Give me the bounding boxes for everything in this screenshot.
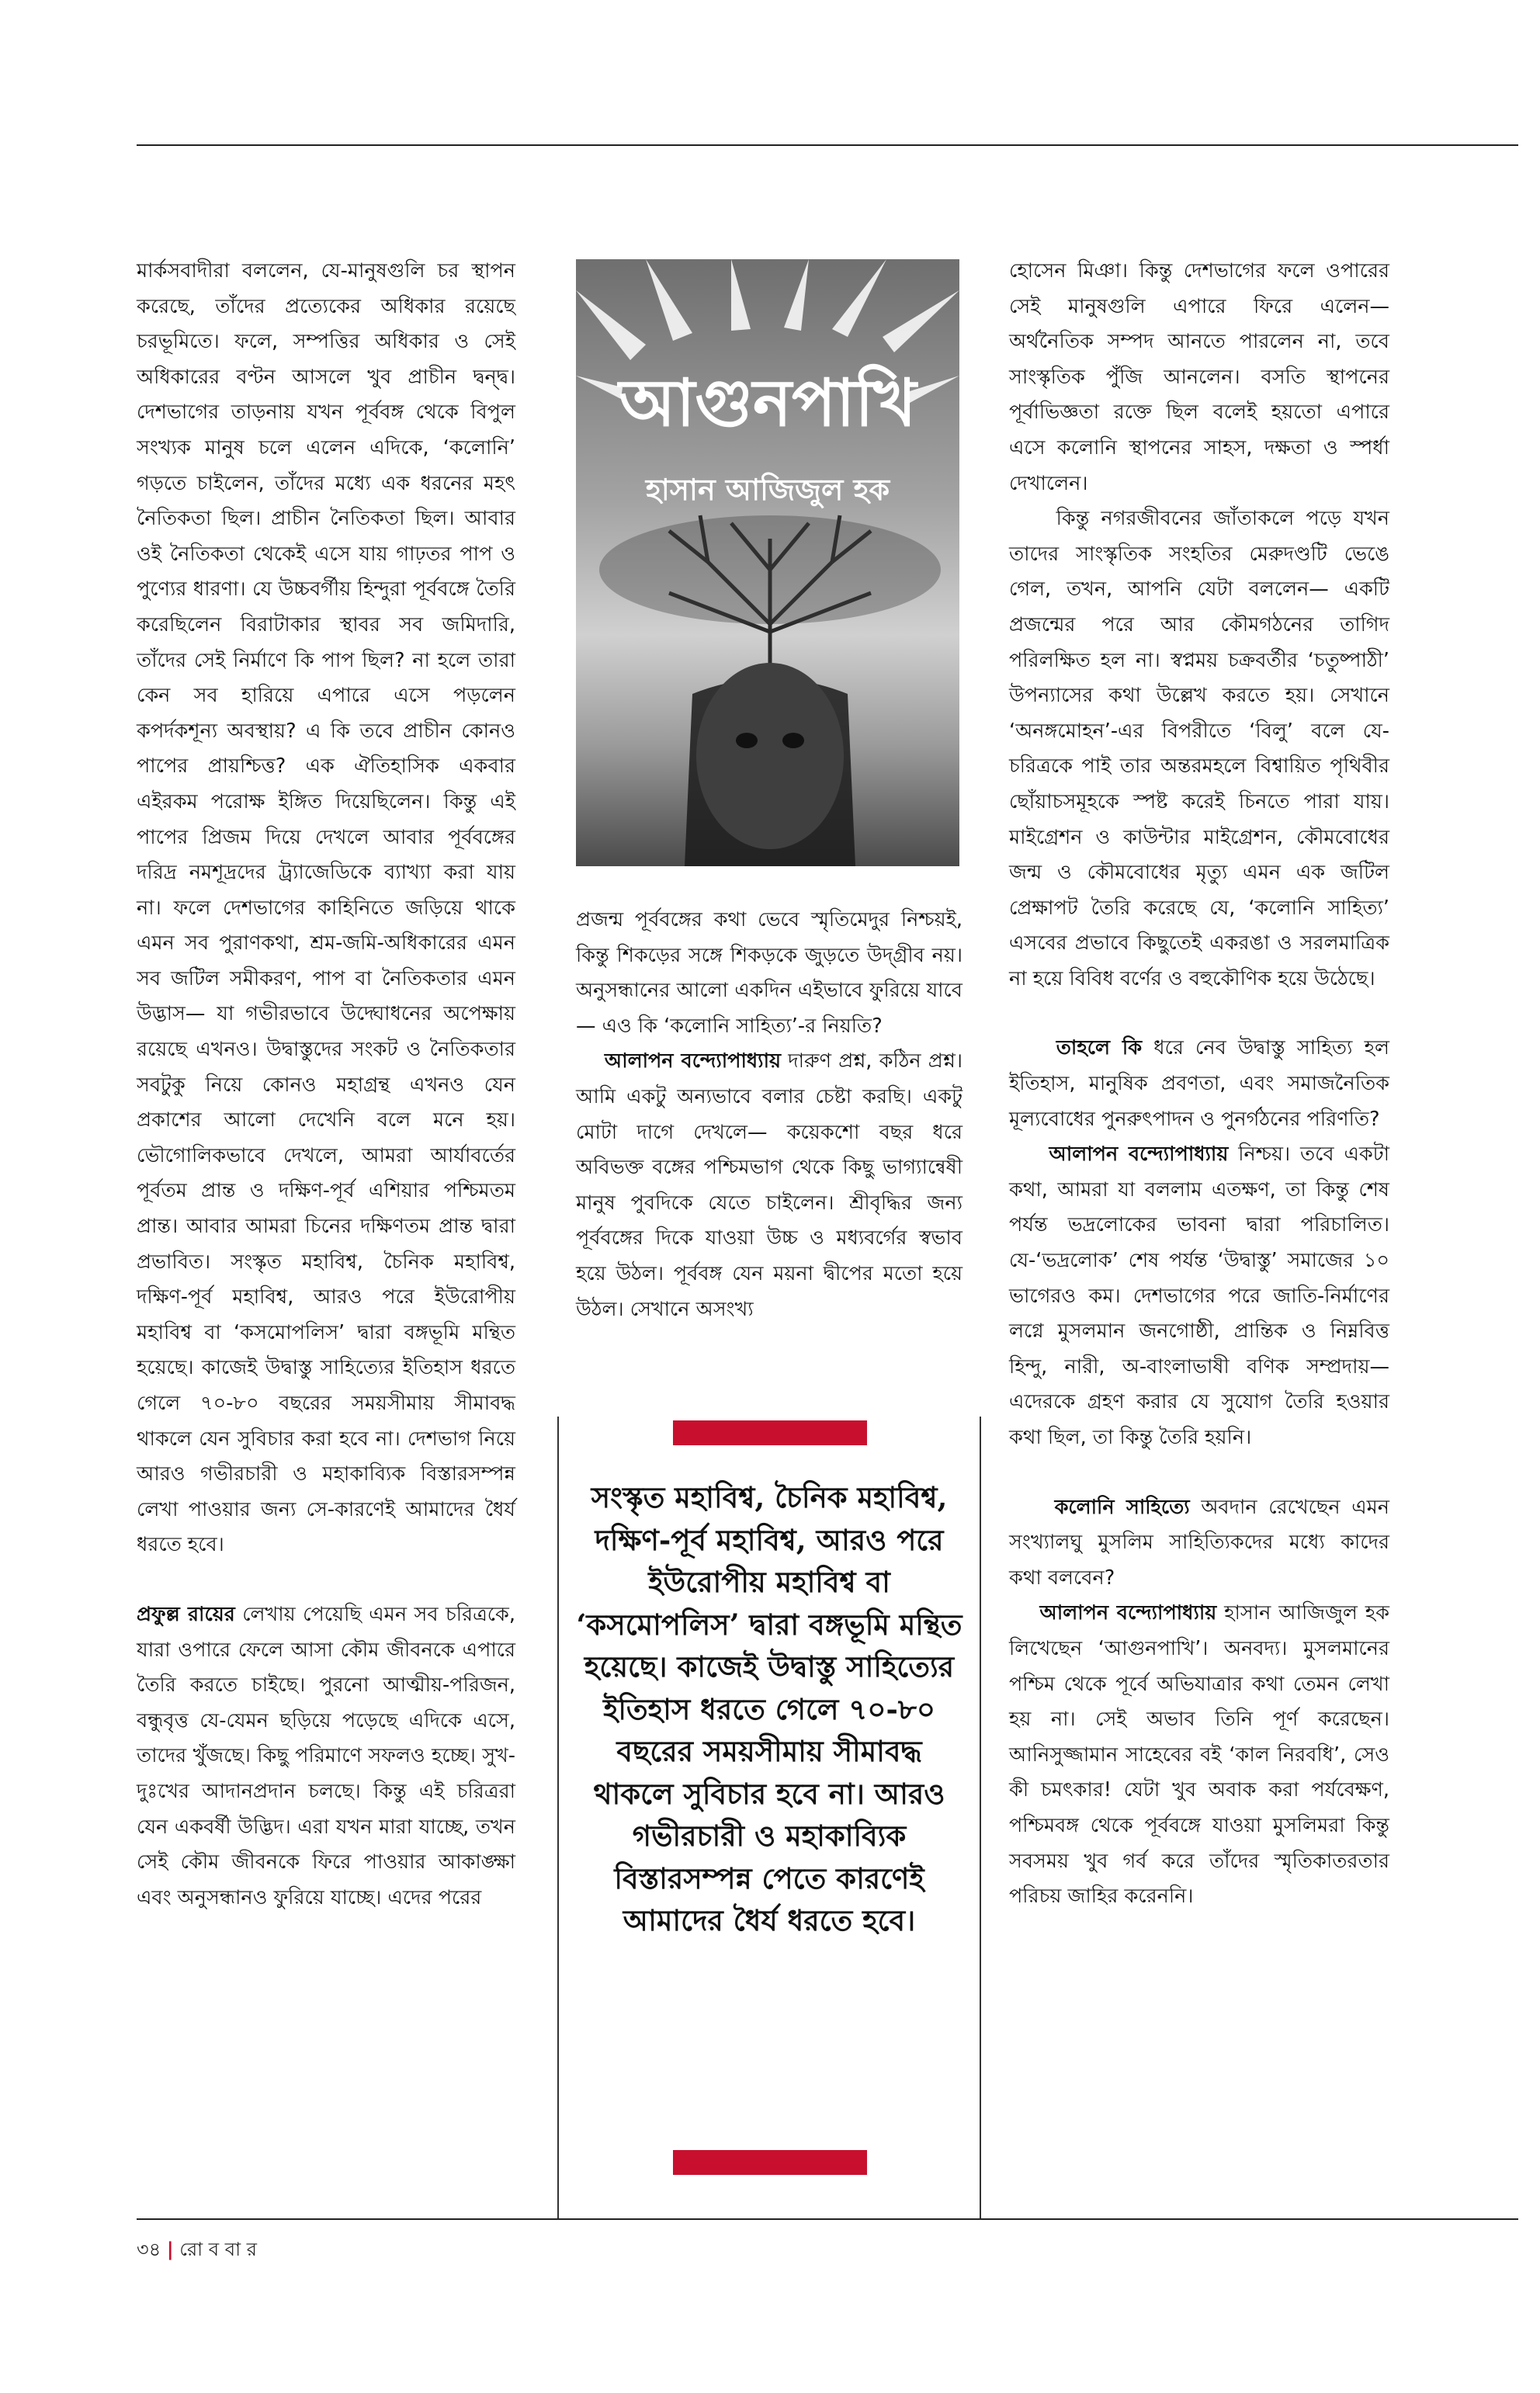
question-text: ধরে নেব উদ্বাস্তু সাহিত্য হল ইতিহাস, মানুষিক প্রবণতা, এবং সমাজনৈতিক মূল্যবোধের পুনরুৎপাদন ও পুনর্গঠনের পরিণতি? <box>1009 1036 1389 1131</box>
footer-separator: | <box>166 2239 174 2260</box>
lead-name: প্রফুল্ল রায়ের <box>137 1602 235 1626</box>
paragraph: মার্কসবাদীরা বললেন, যে-মানুষগুলি চর স্থাপন করেছে, তাঁদের প্রত্যেকের অধিকার রয়েছে চরভূমিতে। ফলে, সম্পত্তির অধিকার ও সেই অধিকারের বণ্টন আসলে খুব প্রাচীন দ্বন্দ্ব। দেশভাগের তাড়নায় যখন পূর্ববঙ্গ থেকে বিপুল সংখ্যক মানুষ চলে এলেন এদিকে, ‘কলোনি’ গড়তে চাইলেন, তাঁদের মধ্যে এক ধরনের মহৎ নৈতিকতা ছিল। প্রাচীন নৈতিকতা ছিল। আবার ওই নৈতিকতা থেকেই এসে যায় গাঢ়তর পাপ ও পুণ্যের ধারণা। যে উচ্চবর্গীয় হিন্দুরা পূর্ববঙ্গে তৈরি করেছিলেন বিরাটাকার স্থাবর সব জমিদারি, তাঁদের সেই নির্মাণে কি পাপ ছিল? না হলে তারা কেন সব হারিয়ে এপারে এসে পড়লেন কপর্দকশূন্য অবস্থায়? এ কি তবে প্রাচীন কোনও পাপের প্রায়শ্চিত্ত? এক ঐতিহাসিক একবার এইরকম পরোক্ষ ইঙ্গিত দিয়েছিলেন। কিন্তু এই পাপের প্রিজম দিয়ে দেখলে আবার পূর্ববঙ্গের দরিদ্র নমশূদ্রদের ট্র্যাজেডিকে ব্যাখ্যা করা যায় না। ফলে দেশভাগের কাহিনিতে জড়িয়ে থাকে এমন সব পুরাণকথা, শ্রম-জমি-অধিকারের এমন সব জটিল সমীকরণ, পাপ বা নৈতিকতার এমন উদ্ভাস— যা গভীরভাবে উদ্ঘোধনের অপেক্ষায় রয়েছে এখনও। উদ্বাস্তুদের সংকট ও নৈতিকতার সবটুকু নিয়ে কোনও মহাগ্রন্থ এখনও যেন প্রকাশের আলো দেখেনি বলে মনে হয়। ভৌগোলিকভাবে দেখলে, আমরা আর্যাবর্তের পূর্বতম প্রান্ত ও দক্ষিণ-পূর্ব এশিয়ার পশ্চিমতম প্রান্ত। আবার আমরা চিনের দক্ষিণতম প্রান্ত দ্বারা প্রভাবিত। সংস্কৃত মহাবিশ্ব, চৈনিক মহাবিশ্ব, দক্ষিণ-পূর্ব মহাবিশ্ব, আরও পরে ইউরোপীয় মহাবিশ্ব বা ‘কসমোপলিস’ দ্বারা বঙ্গভূমি মন্থিত হয়েছে। কাজেই উদ্বাস্তু সাহিত্যের ইতিহাস ধরতে গেলে ৭০-৮০ বছরের সময়সীমায় সীমাবদ্ধ থাকলে যেন সুবিচার করা হবে না। দেশভাগ নিয়ে আরও গভীরচারী ও মহাকাব্যিক বিস্তারসম্পন্ন লেখা পাওয়ার জন্য সে-কারণেই আমাদের ধৈর্য ধরতে হবে। <box>137 259 515 1557</box>
answer-text: হাসান আজিজুল হক লিখেছেন ‘আগুনপাখি’। অনবদ্য। মুসলমানের পশ্চিম থেকে পূর্বে অভিযাত্রার কথা তেমন লেখা হয় না। সেই অভাব তিনি পূর্ণ করেছেন। আনিসুজ্জামান সাহেবের বই ‘কাল নিরবধি’, সেও কী চমৎকার! যেটা খুব অবাক করা পর্যবেক্ষণ, পশ্চিমবঙ্গ থেকে পূর্ববঙ্গে যাওয়া মুসলিমরা কিন্তু সবসময় খুব গর্ব করে তাঁদের স্মৃতিকাতরতার পরিচয় জাহির করেননি। <box>1009 1601 1389 1909</box>
paragraph-text: কিন্তু নগরজীবনের জাঁতাকলে পড়ে যখন তাদের সাংস্কৃতিক সংহতির মেরুদণ্ডটি ভেঙে গেল, তখন, আপনি যেটা বললেন— একটি প্রজন্মের পরে আর কৌমগঠনের তাগিদ পরিলক্ষিত হল না। স্বপ্নময় চক্রবর্তীর ‘চতুষ্পাঠী’ উপন্যাসের কথা উল্লেখ করতে হয়। সেখানে ‘অনঙ্গমোহন’-এর বিপরীতে ‘বিলু’ বলে যে-চরিত্রকে পাই তার অন্তরমহলে বিশ্বায়িত পৃথিবীর ছোঁয়াচসমূহকে স্পষ্ট করেই চিনতে পারা যায়। মাইগ্রেশন ও কাউন্টার মাইগ্রেশন, কৌমবোধের জন্ম ও কৌমবোধের মৃত্যু এমন এক জটিল প্রেক্ষাপট তৈরি করেছে যে, ‘কলোনি সাহিত্য’ এসবের প্রভাবে কিছুতেই একরঙা ও সরলমাত্রিক না হয়ে বিবিধ বর্ণের ও বহুকৌণিক হয়ে উঠেছে। <box>1009 507 1389 990</box>
top-rule <box>137 144 1518 146</box>
page-number: ৩৪ <box>137 2239 161 2260</box>
question-lead: তাহলে কি <box>1056 1036 1143 1060</box>
accent-bar-bottom <box>673 2150 867 2175</box>
column-1 <box>137 254 515 1916</box>
answer <box>1009 1596 1389 1914</box>
cover-illustration <box>576 259 959 866</box>
question-text: অবদান রেখেছেন এমন সংখ্যালঘু মুসলিম সাহিত্যিকদের মধ্যে কাদের কথা বলবেন? <box>1009 1495 1389 1590</box>
paragraph <box>576 1044 962 1327</box>
speaker-name: আলাপন বন্দ্যোপাধ্যায় <box>1049 1143 1229 1167</box>
speaker-name: আলাপন বন্দ্যোপাধ্যায় <box>1039 1601 1217 1625</box>
column-3 <box>1009 254 1389 1915</box>
page-footer <box>137 2235 257 2266</box>
column-2 <box>576 903 962 1327</box>
paragraph <box>137 1597 515 1916</box>
column-divider <box>557 1417 559 2220</box>
cover-title: আগুনপাখি <box>619 364 917 441</box>
cover-author: হাসান আজিজুল হক <box>645 473 890 507</box>
accent-bar-top <box>673 1420 867 1445</box>
answer <box>1009 1137 1389 1455</box>
bottom-rule <box>137 2218 1518 2220</box>
speaker-name: আলাপন বন্দ্যোপাধ্যায় <box>604 1049 781 1073</box>
column-divider <box>980 1417 981 2220</box>
paragraph-text: দারুণ প্রশ্ন, কঠিন প্রশ্ন। আমি একটু অন্যভাবে বলার চেষ্টা করছি। একটু মোটা দাগে দেখলে— কয়েকশো বছর ধরে অবিভক্ত বঙ্গের পশ্চিমভাগ থেকে কিছু ভাগ্যান্বেষী মানুষ পুবদিকে যেতে চাইলেন। শ্রীবৃদ্ধির জন্য পূর্ববঙ্গের দিকে যাওয়া উচ্চ ও মধ্যবর্গের স্বভাব হয়ে উঠল। পূর্ববঙ্গ যেন ময়না দ্বীপের মতো হয়ে উঠল। সেখানে অসংখ্য <box>576 1049 962 1321</box>
pull-quote-text: সংস্কৃত মহাবিশ্ব, চৈনিক মহাবিশ্ব, দক্ষিণ-পূর্ব মহাবিশ্ব, আরও পরে ইউরোপীয় মহাবিশ্ব বা ‘কসমোপলিস’ দ্বারা বঙ্গভূমি মন্থিত হয়েছে। কাজেই উদ্বাস্তু সাহিত্যের ইতিহাস ধরতে গেলে ৭০-৮০ বছরের সময়সীমায় সীমাবদ্ধ থাকলে সুবিচার হবে না। আরও গভীরচারী ও মহাকাব্যিক বিস্তারসম্পন্ন পেতে কারণেই আমাদের ধৈর্য ধরতে হবে। <box>576 1480 962 1937</box>
paragraph-text: লেখায় পেয়েছি এমন সব চরিত্রকে, যারা ওপারে ফেলে আসা কৌম জীবনকে এপারে তৈরি করতে চাইছে। পুরনো আত্মীয়-পরিজন, বন্ধুবৃত্ত যে-যেমন ছড়িয়ে পড়েছে এদিকে এসে, তাদের খুঁজছে। কিছু পরিমাণে সফলও হচ্ছে। সুখ-দুঃখের আদানপ্রদান চলছে। কিন্তু এই চরিত্ররা যেন একবর্ষী উদ্ভিদ। এরা যখন মারা যাচ্ছে, তখন সেই কৌম জীবনকে ফিরে পাওয়ার আকাঙ্ক্ষা এবং অনুসন্ধানও ফুরিয়ে যাচ্ছে। এদের পরের <box>137 1602 515 1909</box>
question <box>1009 1490 1389 1597</box>
book-cover-image <box>576 259 959 866</box>
question <box>1009 1031 1389 1137</box>
answer-text: নিশ্চয়। তবে একটা কথা, আমরা যা বললাম এতক্ষণ, তা কিন্তু শেষ পর্যন্ত ভদ্রলোকের ভাবনা দ্বারা পরিচালিত। যে-‘ভদ্রলোক’ শেষ পর্যন্ত ‘উদ্বাস্তু’ সমাজের ১০ ভাগেরও কম। দেশভাগের পরে জাতি-নির্মাণের লগ্নে মুসলমান জনগোষ্ঠী, প্রান্তিক ও নিম্নবিত্ত হিন্দু, নারী, অ-বাংলাভাষী বণিক সম্প্রদায়— এদেরকে গ্রহণ করার যে সুযোগ তৈরি হওয়ার কথা ছিল, তা কিন্তু তৈরি হয়নি। <box>1009 1143 1389 1449</box>
magazine-name: রো ব বা র <box>179 2239 257 2260</box>
paragraph <box>1009 501 1389 997</box>
paragraph: হোসেন মিঞা। কিন্তু দেশভাগের ফলে ওপারের সেই মানুষগুলি এপারে ফিরে এলেন— অর্থনৈতিক সম্পদ আনতে পারলেন না, তবে সাংস্কৃতিক পুঁজি আনলেন। বসতি স্থাপনের পূর্বাভিজ্ঞতা রক্তে ছিল বলেই হয়তো এপারে এসে কলোনি স্থাপনের সাহস, দক্ষতা ও স্পর্ধা দেখালেন। <box>1009 259 1389 495</box>
paragraph: প্রজন্ম পূর্ববঙ্গের কথা ভেবে স্মৃতিমেদুর নিশ্চয়ই, কিন্তু শিকড়ের সঙ্গে শিকড়কে জুড়তে উদ্গ্রীব নয়। অনুসন্ধানের আলো একদিন এইভাবে ফুরিয়ে যাবে— এও কি ‘কলোনি সাহিত্য’-র নিয়তি? <box>576 908 962 1038</box>
question-lead: কলোনি সাহিত্যে <box>1054 1495 1190 1519</box>
